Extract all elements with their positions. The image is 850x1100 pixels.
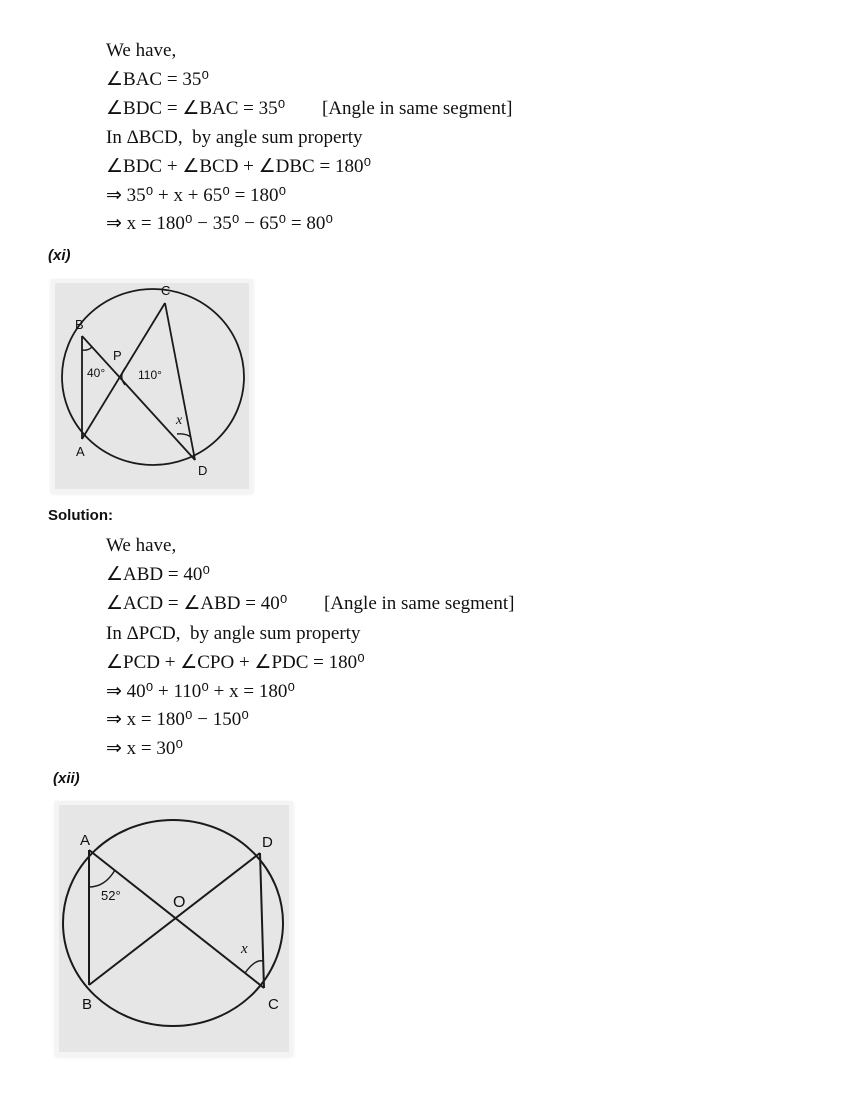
- b2-line-6: ⇒ 40⁰ + 110⁰ + x = 180⁰: [106, 681, 295, 702]
- solution-label: Solution:: [48, 507, 113, 524]
- label-xi: (xi): [48, 247, 71, 264]
- b2-line-7: ⇒ x = 180⁰ − 150⁰: [106, 709, 249, 730]
- b2-line-8: ⇒ x = 30⁰: [106, 738, 184, 759]
- point-c-label: C: [161, 283, 171, 298]
- b1-line-5: ∠BDC + ∠BCD + ∠DBC = 180⁰: [106, 156, 372, 177]
- angle-a-arc: [89, 870, 115, 887]
- point-c-label: C: [268, 996, 279, 1013]
- angle-d-arc: [177, 434, 191, 437]
- point-b-label: B: [82, 996, 93, 1013]
- b1-line-2: ∠BAC = 35⁰: [106, 69, 209, 90]
- chord-bd: [82, 336, 195, 460]
- angle-a-value: 52°: [101, 888, 121, 903]
- b1-line-6: ⇒ 35⁰ + x + 65⁰ = 180⁰: [106, 185, 287, 206]
- b1-line-3: ∠BDC = ∠BAC = 35⁰: [106, 98, 286, 119]
- point-o-label: O: [173, 894, 186, 911]
- unknown-x-label: x: [176, 413, 183, 428]
- b2-line-5: ∠PCD + ∠CPO + ∠PDC = 180⁰: [106, 652, 365, 673]
- figure-xii-diagram: [59, 805, 289, 1052]
- angle-b-value: 40°: [87, 366, 106, 380]
- b1-line-3-note: [Angle in same segment]: [322, 98, 513, 119]
- b1-line-1: We have,: [106, 40, 177, 61]
- angle-b-arc: [82, 347, 92, 350]
- point-b-label: B: [75, 317, 84, 332]
- angle-p-value: 110°: [138, 368, 162, 382]
- b1-line-7: ⇒ x = 180⁰ − 35⁰ − 65⁰ = 80⁰: [106, 213, 333, 234]
- b2-line-3: ∠ACD = ∠ABD = 40⁰: [106, 593, 288, 614]
- b2-line-2: ∠ABD = 40⁰: [106, 564, 210, 585]
- figure-xi: [55, 283, 249, 489]
- label-xii: (xii): [53, 770, 80, 787]
- circle: [63, 820, 283, 1026]
- figure-xii: [59, 805, 289, 1052]
- unknown-x-label: x: [241, 941, 248, 957]
- b2-line-3-note: [Angle in same segment]: [324, 593, 515, 614]
- point-d-label: D: [198, 463, 208, 478]
- point-a-label: A: [76, 444, 85, 459]
- b2-line-4: In ΔPCD, by angle sum property: [106, 623, 361, 644]
- chord-dc: [260, 853, 264, 988]
- b1-line-4: In ΔBCD, by angle sum property: [106, 127, 363, 148]
- b2-line-1: We have,: [106, 535, 177, 556]
- point-a-label: A: [80, 832, 91, 849]
- point-d-label: D: [262, 834, 273, 851]
- angle-c-arc: [245, 961, 263, 973]
- point-p-label: P: [113, 348, 122, 363]
